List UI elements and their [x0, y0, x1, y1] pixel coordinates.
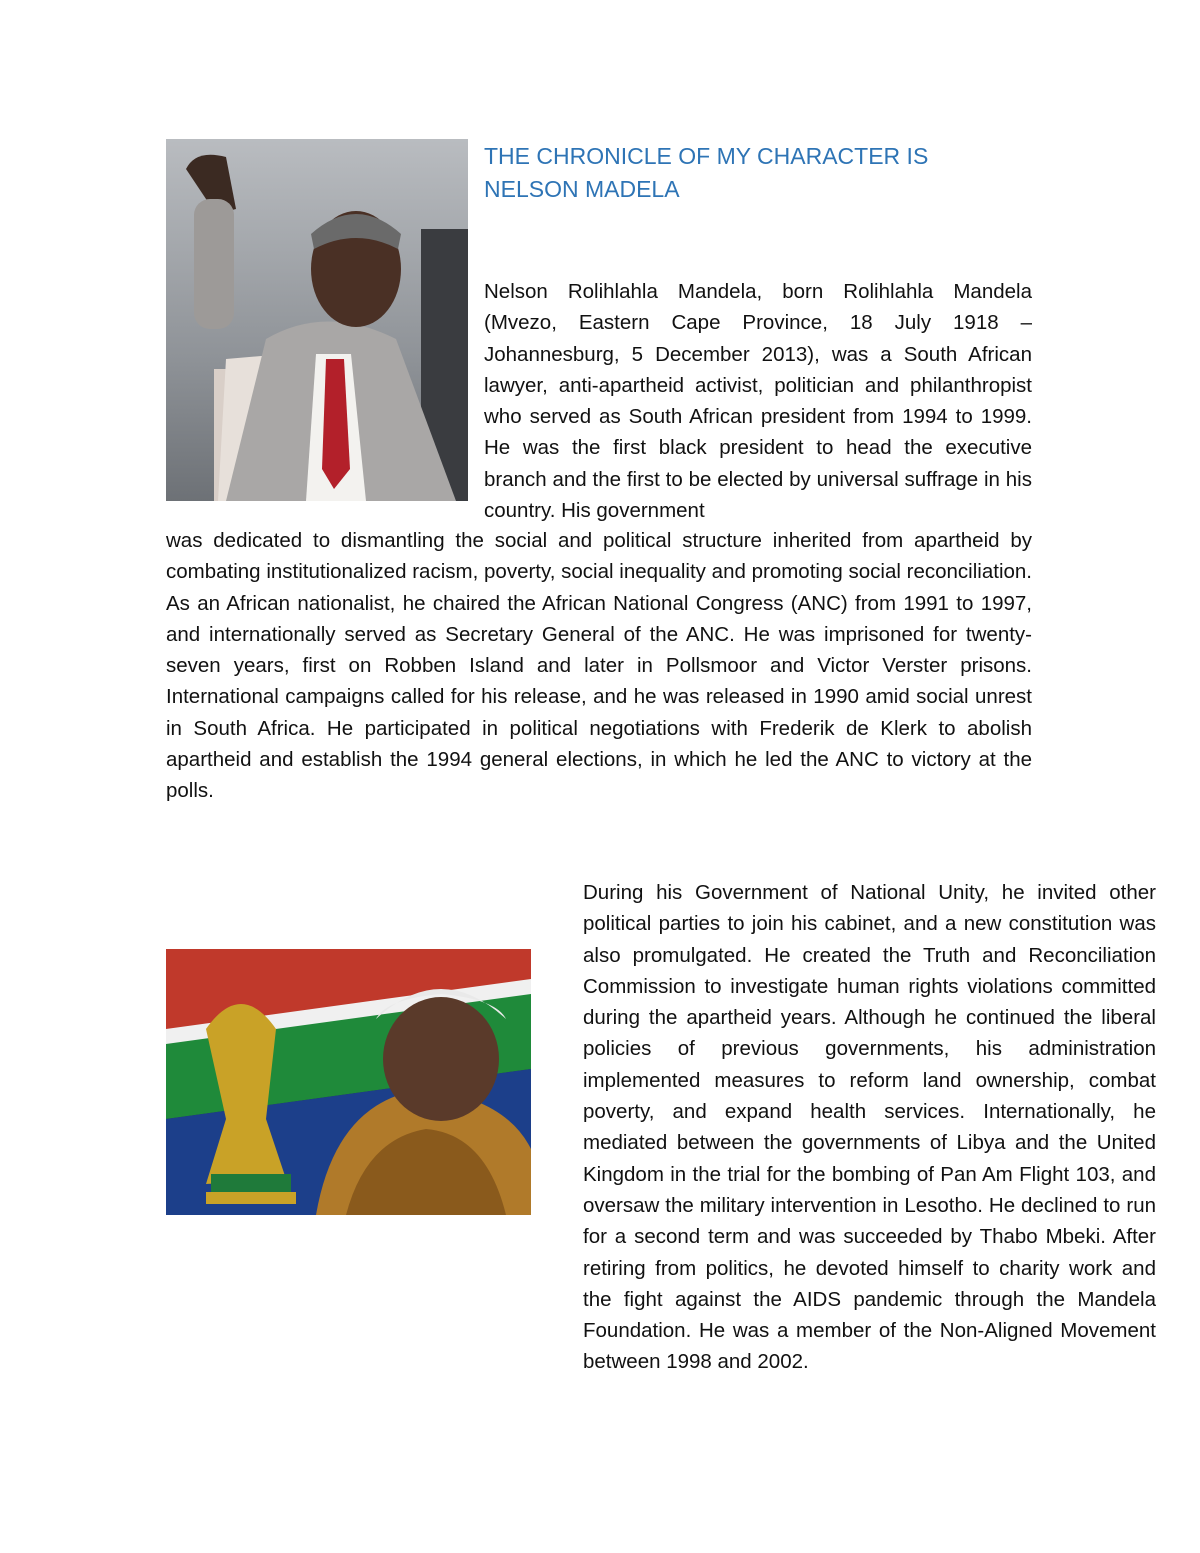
portrait-raised-fist-photo [166, 139, 468, 501]
intro-paragraph-part-2: was dedicated to dismantling the social and political structure inherited from apartheid by combating institutionalized racism, poverty, social inequality and promoting social reconciliation. As an African nationalist, he chaired the African National Congress (ANC) from 1991 to 1997, and internationally served as Secretary General of the ANC. He was imprisoned for twenty-seven years, first on Robben Island and later in Pollsmoor and Victor Verster prisons. International campaigns called for his release, and he was released in 1990 amid social unrest in South Africa. He participated in political negotiations with Frederik de Klerk to abolish apartheid and establish the 1994 general elections, in which he led the ANC to victory at the polls. [166, 529, 1032, 803]
portrait-raised-fist-image [166, 139, 468, 501]
world-cup-trophy-image [166, 949, 531, 1215]
page-title: THE CHRONICLE OF MY CHARACTER IS NELSON MADELA [484, 143, 929, 202]
intro-paragraph-part-1: Nelson Rolihlahla Mandela, born Rolihlahla Mandela (Mvezo, Eastern Cape Province, 18 July 1918 – Johannesburg, 5 December 2013), was a South African lawyer, anti-apartheid activist, politician and philanthropist who served as South African president from 1994 to 1999. He was the first black president to head the executive branch and the first to be elected by universal suffrage in his country. His government [484, 280, 1032, 523]
government-paragraph: During his Government of National Unity, he invited other political parties to join his cabinet, and a new constitution was also promulgated. He created the Truth and Reconciliation Commission to investigate human rights violations committed during the apartheid years. Although he continued the liberal policies of previous governments, his administration implemented measures to reform land ownership, combat poverty, and expand health services. Internationally, he mediated between the governments of Libya and the United Kingdom in the trial for the bombing of Pan Am Flight 103, and oversaw the military intervention in Lesotho. He declined to run for a second term and was succeeded by Thabo Mbeki. After retiring from politics, he devoted himself to charity work and the fight against the AIDS pandemic through the Mandela Foundation. He was a member of the Non-Aligned Movement between 1998 and 2002. [583, 881, 1156, 1374]
world-cup-trophy-photo [166, 949, 531, 1215]
